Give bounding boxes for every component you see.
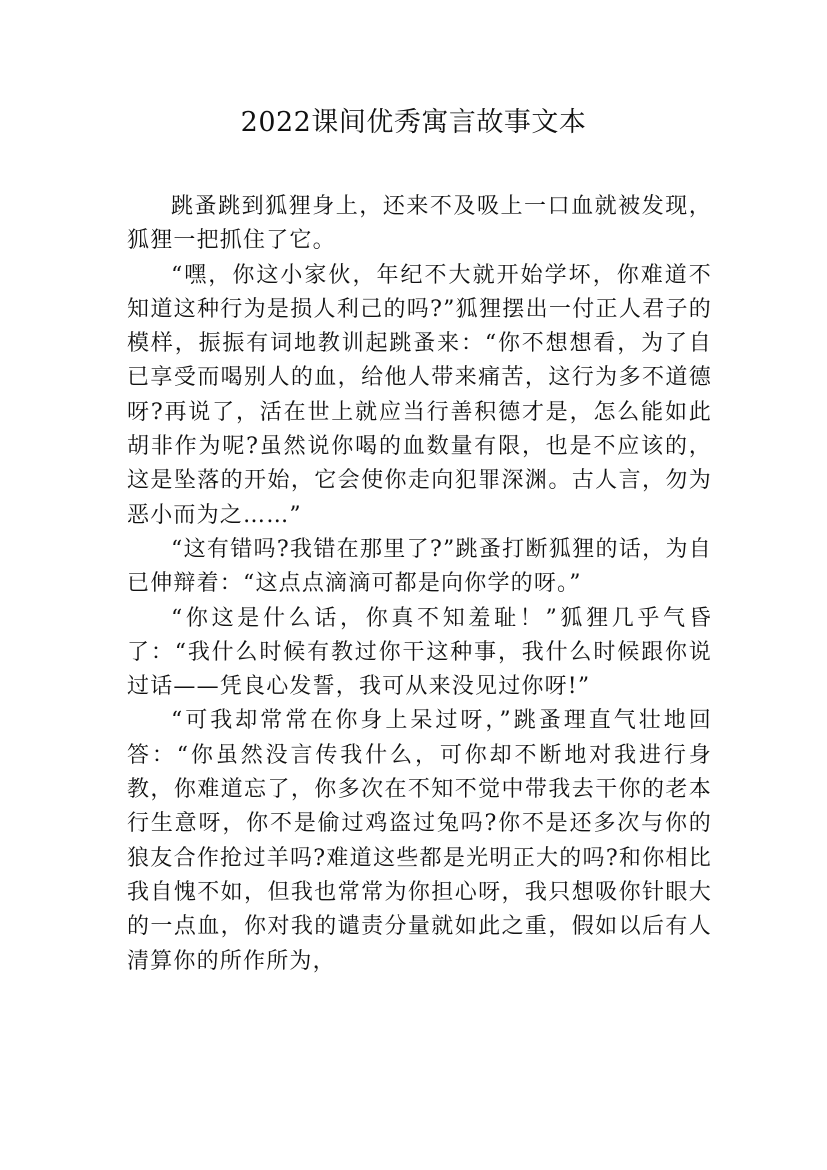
paragraph-4: “你这是什么话，你真不知羞耻！”狐狸几乎气昏了：“我什么时候有教过你干这种事，我什么时候跟你说过话——凭良心发誓，我可从来没见过你呀!” — [127, 605, 712, 700]
paragraph-5: “可我却常常在你身上呆过呀，”跳蚤理直气壮地回答：“你虽然没言传我什么，可你却不断地对我进行身教，你难道忘了，你多次在不知不觉中带我去干你的老本行生意呀，你不是偷过鸡盗过兔吗?你不是还多次与你的狼友合作抢过羊吗?难道这些都是光明正大的吗?和你相比我自愧不如，但我也常常为你担心呀，我只想吸你针眼大的一点血，你对我的谴责分量就如此之重，假如以后有人清算你的所作所为， — [127, 708, 712, 974]
document-title: 2022课间优秀寓言故事文本 — [240, 107, 587, 138]
document-body — [127, 190, 712, 979]
paragraph-1: 跳蚤跳到狐狸身上，还来不及吸上一口血就被发现，狐狸一把抓住了它。 — [127, 194, 712, 254]
paragraph-3: “这有错吗?我错在那里了?”跳蚤打断狐狸的话，为自已伸辩着：“这点点滴滴可都是向你学的呀。” — [127, 536, 712, 597]
paragraph-2: “嘿，你这小家伙，年纪不大就开始学坏，你难道不知道这种行为是损人利己的吗?”狐狸摆出一付正人君子的模样，振振有词地教训起跳蚤来：“你不想想看，为了自已享受而喝别人的血，给他人带来痛苦，这行为多不道德呀?再说了，活在世上就应当行善积德才是，怎么能如此胡非作为呢?虽然说你喝的血数量有限，也是不应该的，这是坠落的开始，它会使你走向犯罪深渊。古人言，勿为恶小而为之……” — [127, 262, 712, 528]
